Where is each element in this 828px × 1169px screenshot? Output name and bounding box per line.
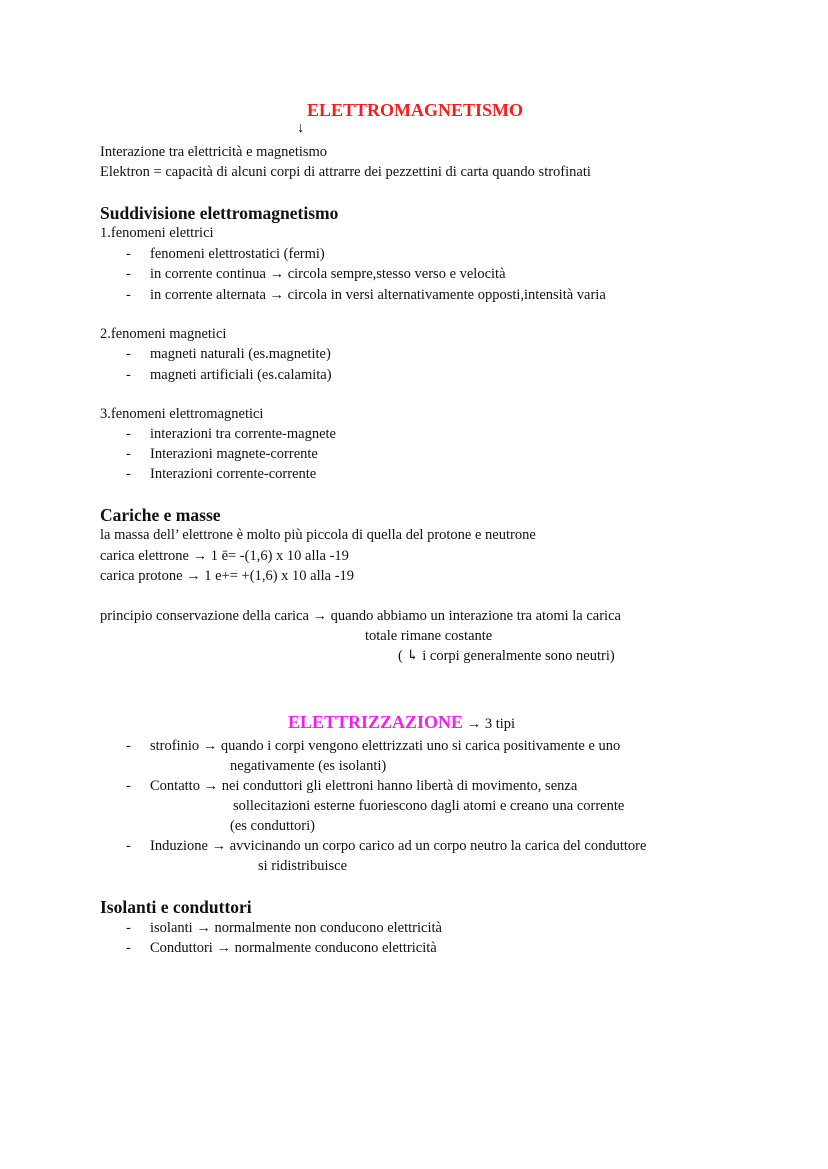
text-line: la massa dell’ elettrone è molto più piccola di quella del protone e neutrone: [100, 527, 536, 543]
section-heading: Isolanti e conduttori: [100, 897, 252, 917]
bullet: -: [126, 426, 131, 442]
list-item-cont: sollecitazioni esterne fuoriescono dagli atomi e creano una corrente: [233, 798, 625, 814]
text-line: carica protone → 1 e+= +(1,6) x 10 alla -19: [100, 568, 355, 584]
bullet: -: [126, 446, 131, 462]
list-item: Conduttori → normalmente conducono elettricità: [150, 940, 437, 956]
elettrizzazione-title: ELETTRIZZAZIONE: [288, 712, 464, 732]
list-item: isolanti → normalmente non conducono elettricità: [150, 920, 442, 936]
bullet: -: [126, 940, 131, 956]
text-line: ( ↳ i corpi generalmente sono neutri): [398, 648, 615, 664]
list-item: Interazioni corrente-corrente: [150, 466, 317, 482]
bullet: -: [126, 920, 131, 936]
intro-line: Interazione tra elettricità e magnetismo: [100, 144, 328, 160]
group-label: 2.fenomeni magnetici: [100, 326, 227, 342]
bullet: -: [126, 287, 131, 303]
list-item: magneti artificiali (es.calamita): [150, 367, 332, 383]
down-arrow-icon: ↓: [297, 120, 305, 136]
section-title: [288, 711, 515, 735]
text-line: totale rimane costante: [365, 628, 493, 644]
bullet: -: [126, 346, 131, 362]
list-item: interazioni tra corrente-magnete: [150, 426, 336, 442]
list-item: in corrente alternata → circola in versi alternativamente opposti,intensità varia: [150, 287, 606, 303]
bullet: -: [126, 266, 131, 282]
bullet: -: [126, 738, 131, 754]
list-item: magneti naturali (es.magnetite): [150, 346, 331, 362]
list-item: fenomeni elettrostatici (fermi): [150, 246, 325, 262]
bullet: -: [126, 778, 131, 794]
bullet: -: [126, 246, 131, 262]
intro-line: Elektron = capacità di alcuni corpi di attrarre dei pezzettini di carta quando strofinati: [100, 164, 591, 180]
list-item: in corrente continua → circola sempre,stesso verso e velocità: [150, 266, 506, 282]
text-line: carica elettrone → 1 ē= -(1,6) x 10 alla -19: [100, 548, 349, 564]
list-item-cont: si ridistribuisce: [258, 858, 348, 874]
bullet: -: [126, 838, 131, 854]
list-item-cont: negativamente (es isolanti): [230, 758, 387, 774]
group-label: 1.fenomeni elettrici: [100, 225, 214, 241]
bullet: -: [126, 367, 131, 383]
list-item: Interazioni magnete-corrente: [150, 446, 318, 462]
list-item: strofinio → quando i corpi vengono elettrizzati uno si carica positivamente e uno: [150, 738, 621, 754]
bullet: -: [126, 466, 131, 482]
list-item: Induzione → avvicinando un corpo carico ad un corpo neutro la carica del conduttore: [150, 838, 647, 854]
group-label: 3.fenomeni elettromagnetici: [100, 406, 264, 422]
page-title: ELETTROMAGNETISMO: [306, 100, 524, 120]
list-item: Contatto → nei conduttori gli elettroni hanno libertà di movimento, senza: [150, 778, 578, 794]
list-item-cont: (es conduttori): [230, 818, 315, 834]
section-heading: Cariche e masse: [100, 505, 221, 525]
title-suffix: → 3 tipi: [466, 716, 516, 732]
section-heading: Suddivisione elettromagnetismo: [100, 203, 339, 223]
text-line: principio conservazione della carica → quando abbiamo un interazione tra atomi la carica: [100, 608, 621, 624]
